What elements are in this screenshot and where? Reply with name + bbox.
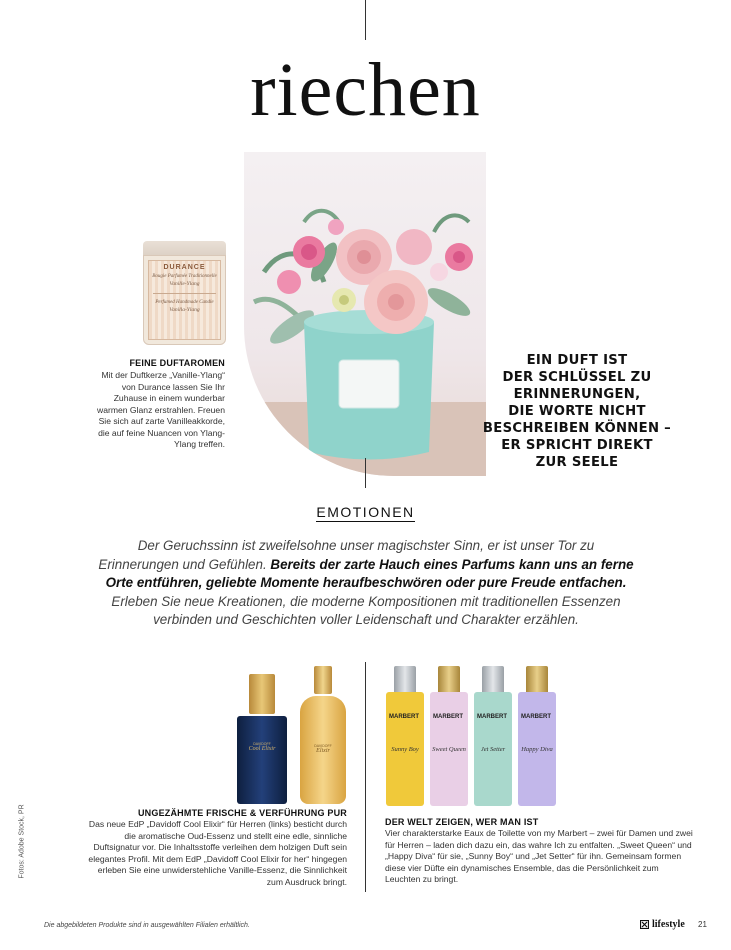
section-heading (0, 504, 731, 520)
marbert-bottle-happy-diva (518, 666, 556, 806)
bottle1-brand: DAVIDOFF (253, 742, 271, 746)
candle-heading: FEINE DUFTAROMEN (129, 358, 225, 368)
marbert-brand: MARBERT (521, 714, 551, 720)
marbert-description: Vier charakterstarke Eaux de Toilette von my Marbert – zwei für Damen und zwei für Herren – laden dich dazu ein, das wahre Ich zu entfalten. „Sweet Queen“ und „Happy Diva“ für sie, „Sunny Boy“ und „Jet Setter“ für ihn. Gemeinsam formen diese vier Düfte ein dynamisches Ensemble, das die Persönlichkeit zum Leuchten zu bringt. (385, 828, 693, 884)
intro-paragraph (96, 537, 636, 630)
marbert-heading: DER WELT ZEIGEN, WER MAN IST (385, 817, 539, 827)
marbert-bottle-body (430, 692, 468, 806)
page-title: riechen (250, 48, 481, 132)
marbert-scent-name: Sunny Boy (391, 746, 419, 753)
marbert-bottle-sweet-queen (430, 666, 468, 806)
marbert-scent-name: Sweet Queen (432, 746, 466, 753)
candle-brand: DURANCE (163, 264, 206, 271)
marbert-bottle-body (518, 692, 556, 806)
davidoff-cool-elixir-bottle (237, 674, 287, 804)
quote-line: DIE WORTE NICHT (508, 404, 646, 419)
photo-credit: Fotos: Adobe Stock, PR (18, 804, 26, 879)
quote-line: BESCHREIBEN KÖNNEN – (482, 421, 672, 436)
brand-logo-text: lifestyle (652, 919, 685, 930)
davidoff-elixir-for-her-bottle (300, 666, 346, 804)
candle-jar (143, 255, 226, 345)
quote-line: DER SCHLÜSSEL ZU (502, 370, 652, 385)
candle-label-4: Vanilla-Ylang (169, 307, 200, 313)
quote-line: ZUR SEELE (535, 455, 619, 470)
marbert-bottle-sunny-boy (386, 666, 424, 806)
quote-line: EIN DUFT IST (526, 353, 628, 368)
marbert-brand: MARBERT (389, 714, 419, 720)
bottle2-name: Elixir (316, 748, 330, 754)
marbert-bottle-body (474, 692, 512, 806)
marbert-brand: MARBERT (433, 714, 463, 720)
quote-line: ER SPRICHT DIREKT (501, 438, 653, 453)
hero-bouquet-image (244, 152, 486, 476)
davidoff-heading: UNGEZÄHMTE FRISCHE & VERFÜHRUNG PUR (137, 808, 347, 818)
section-heading-text: EMOTIONEN (316, 504, 415, 520)
marbert-brand: MARBERT (477, 714, 507, 720)
flower-box-illustration (244, 152, 486, 476)
marbert-bottle-body (386, 692, 424, 806)
quote-line: ERINNERUNGEN, (513, 387, 641, 402)
column-divider (365, 662, 366, 892)
lifestyle-logo (640, 919, 685, 930)
intro-text-1: Der Geruchssinn ist zweifelsohne unser magischster Sinn, er ist unser Tor zu Erinnerungen und Gefühlen. (98, 538, 595, 572)
candle-product-image (143, 241, 226, 345)
davidoff-description: Das neue EdP „Davidoff Cool Elixir“ für Herren (links) besticht durch die aromatische Oud-Essenz und stellt eine edle, sinnliche Duftsignatur vor. Die Inhaltsstoffe verleihen dem holzigen Duft sein elegantes Profil. Mit dem EdP „Davidoff Cool Elixir for her“ hingegen erleben Sie eine unwiderstehliche Vanille-Essenz, die Sinnlichkeit zum Ausdruck bringt. (88, 819, 347, 887)
brand-square-icon (640, 920, 649, 929)
marbert-bottle-jet-setter (474, 666, 512, 806)
candle-label-3: Perfumed Handmade Candle (155, 300, 214, 305)
marbert-scent-name: Happy Diva (521, 746, 553, 753)
pull-quote (462, 352, 692, 471)
footer-note: Die abgebildeten Produkte sind in ausgewählten Filialen erhältlich. (44, 922, 250, 929)
intro-text-bold: Bereits der zarte Hauch eines Parfums kann uns an ferne Orte entführen, geliebte Momente heraufbeschwören oder pure Freude entfachen. (105, 556, 634, 590)
bottle1-name: Cool Elixir (248, 746, 276, 752)
mid-divider (365, 458, 366, 488)
intro-text-2: Erleben Sie neue Kreationen, die moderne Kompositionen mit traditionellen Essenzen verbinden und Geschichten voller Leidenschaft und Charakter erzählen. (111, 593, 621, 627)
top-divider (365, 0, 366, 40)
page-number: 21 (698, 920, 707, 929)
candle-label-2: Vanille-Ylang (169, 281, 200, 287)
bottle2-brand: DAVIDOFF (314, 744, 332, 748)
candle-label-1: Bougie Parfumée Traditionnelle (152, 274, 217, 279)
marbert-scent-name: Jet Setter (480, 746, 506, 753)
candle-description: Mit der Duftkerze „Vanille-Ylang“ von Durance lassen Sie Ihr Zuhause in einem wunderbar warmen Glanz erstrahlen. Freuen Sie sich auf zarte Vanilleakkorde, die auf feine Nuancen von Ylang-Ylang treffen. (96, 370, 225, 449)
